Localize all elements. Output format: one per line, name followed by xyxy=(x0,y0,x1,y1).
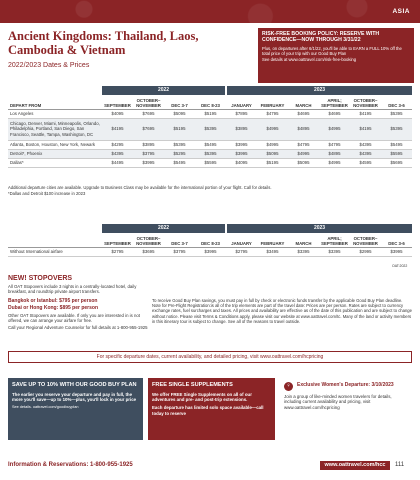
month-header: FEBRUARY xyxy=(257,95,288,109)
price-cell: $5395 xyxy=(381,118,412,140)
region-label: ASIA xyxy=(392,8,410,15)
price-cell: $4395 xyxy=(350,149,381,158)
price-cell: $3795 xyxy=(133,149,164,158)
table-row xyxy=(8,247,412,256)
month-header: JANUARY xyxy=(226,233,257,247)
womens-departure-box xyxy=(280,378,412,440)
price-cell: $3995 xyxy=(381,247,412,256)
price-cell: $4995 xyxy=(319,118,350,140)
bangkok-price: Bangkok or Istanbul: $795 per person xyxy=(8,297,98,304)
table-row xyxy=(8,140,412,149)
price-cell: $4195 xyxy=(350,109,381,118)
departure-city: Los Angeles xyxy=(8,109,102,118)
single-supplements-heading: FREE SINGLE SUPPLEMENTS xyxy=(152,382,233,388)
month-header: APRIL; SEPTEMBER xyxy=(319,233,350,247)
price-cell: $3695 xyxy=(133,247,164,256)
stopovers-intro: All OAT Stopovers include 3 nights in a centrally-located hotel, daily breakfast, and roundtrip private airport transfers. xyxy=(8,284,137,295)
promo-heading: RISK-FREE BOOKING POLICY: RESERVE WITH CONFIDENCE—NOW THROUGH 3/31/22 xyxy=(262,31,380,44)
table2-note: OAT:2022 xyxy=(392,264,408,268)
price-cell: $5195 xyxy=(195,109,226,118)
single-supplements-box xyxy=(148,378,275,440)
footer-url[interactable]: www.oattravel.com/hcc xyxy=(320,461,390,470)
price-cell: $3995 xyxy=(226,149,257,158)
price-cell: $4195 xyxy=(102,118,133,140)
price-cell: $4095 xyxy=(226,158,257,167)
price-cell: $4695 xyxy=(319,109,350,118)
price-cell: $3395 xyxy=(319,247,350,256)
month-header: OCTOBER–NOVEMBER xyxy=(350,233,381,247)
stopovers-section xyxy=(8,275,148,330)
pricing-contact-bar[interactable]: For specific departure dates, current availability, and detailed pricing, visit www.oattravel.com/hcpricing xyxy=(8,351,412,363)
price-cell: $4095 xyxy=(102,109,133,118)
womens-departure-heading: Exclusive Women's Departure: 3/10/2023 xyxy=(297,382,394,388)
month-header: JANUARY xyxy=(226,95,257,109)
price-cell: $2995 xyxy=(350,247,381,256)
departure-city: Atlanta, Boston, Houston, New York, Newark xyxy=(8,140,102,149)
departure-city: Dallas* xyxy=(8,158,102,167)
price-cell: $2795 xyxy=(226,247,257,256)
price-cell: $3495 xyxy=(257,247,288,256)
price-cell: $5395 xyxy=(164,140,195,149)
header-banner xyxy=(0,0,420,23)
page-title: Ancient Kingdoms: Thailand, Laos, Cambodia & Vietnam xyxy=(8,29,199,57)
price-cell: $5095 xyxy=(288,158,319,167)
month-header: APRIL; SEPTEMBER xyxy=(319,95,350,109)
month-header: OCTOBER–NOVEMBER xyxy=(350,95,381,109)
price-cell: $5695 xyxy=(381,158,412,167)
price-cell: $3395 xyxy=(288,247,319,256)
month-header: MARCH xyxy=(288,95,319,109)
month-header: DEC 3-7 xyxy=(164,233,195,247)
price-cell: $4395 xyxy=(350,140,381,149)
price-cell: $5095 xyxy=(257,149,288,158)
dubai-price: Dubai or Hong Kong: $895 per person xyxy=(8,304,99,311)
price-cell: $4495 xyxy=(102,158,133,167)
female-icon: ♀ xyxy=(284,382,293,391)
price-cell: $5095 xyxy=(164,109,195,118)
price-cell: $2795 xyxy=(102,247,133,256)
price-cell: $5295 xyxy=(164,149,195,158)
month-header: DEC 3-6 xyxy=(381,233,412,247)
price-cell: $4595 xyxy=(350,158,381,167)
price-cell: $3995 xyxy=(195,247,226,256)
price-cell: $4795 xyxy=(257,109,288,118)
price-cell: $3895 xyxy=(133,140,164,149)
price-cell: $5395 xyxy=(195,118,226,140)
dallas-note: *Dallas and Detroit $100 increase in 2023 xyxy=(8,191,86,196)
price-cell: $4995 xyxy=(288,149,319,158)
price-cell: $3995 xyxy=(133,158,164,167)
good-buy-link[interactable]: See details. oattravel.com/goodbuyplan xyxy=(12,405,79,410)
price-table-with-airfare xyxy=(8,86,412,168)
price-cell: $5195 xyxy=(164,118,195,140)
price-cell: $5595 xyxy=(195,158,226,167)
price-cell: $7695 xyxy=(133,118,164,140)
price-table-without-airfare xyxy=(8,224,412,257)
price-cell: $4995 xyxy=(257,118,288,140)
table-row xyxy=(8,109,412,118)
price-cell: $4995 xyxy=(257,140,288,149)
single-supplements-body: We offer FREE Single Supplements on all of our adventures and pre- and post-trip extensions. xyxy=(152,391,252,402)
single-supplements-body2: Each departure has limited solo space available—call today to reserve xyxy=(152,405,264,416)
goodbuy-fineprint: To receive Good Buy Plan savings, you must pay in full by check or electronic funds transfer by the applicable Good Buy Plan deadline. Note for Pre-Flight Registration:is all of the trip elements are part of the travel date: Prices are per person. Rates are subject to currency exchange rates, fuel surcharges and taxes. All prices and availability are effective as of the date of this publication and are subject to change without notice. Please visit Terms & Conditions apply, please visit our website at www.oattravel.com/tc. Many of the land or activity members in this itinerary tour is subject to change. See all of the reasons to travel outside. xyxy=(152,298,412,324)
price-cell: $4895 xyxy=(288,118,319,140)
table-row xyxy=(8,149,412,158)
departure-city: Without International airfare xyxy=(8,247,102,256)
price-cell: $5395 xyxy=(195,149,226,158)
price-cell: $7895 xyxy=(226,109,257,118)
womens-departure-body: Join a group of like-minded women travelers for details, including current availability and pricing, visit www.oattravel.com/hcpricing xyxy=(284,394,392,410)
price-cell: $4295 xyxy=(102,140,133,149)
price-cell: $4395 xyxy=(102,149,133,158)
price-cell: $3995 xyxy=(226,140,257,149)
month-header: MARCH xyxy=(288,233,319,247)
year-2023-header: 2023 xyxy=(226,224,412,233)
price-cell: $4995 xyxy=(319,158,350,167)
price-cell: $4895 xyxy=(319,149,350,158)
price-cell: $3895 xyxy=(226,118,257,140)
price-cell: $4795 xyxy=(319,140,350,149)
promo-body: Plus, on departures after 6/1/22, you'll be able to EARN a FULL 10% off the total price of your trip with our Good Buy Plan xyxy=(262,45,402,57)
depart-from-header: DEPART FROM xyxy=(8,95,102,109)
price-cell: $5495 xyxy=(381,140,412,149)
price-cell: $4795 xyxy=(288,140,319,149)
price-cell: $5495 xyxy=(164,158,195,167)
price-cell: $4195 xyxy=(350,118,381,140)
year-2022-header: 2022 xyxy=(102,224,226,233)
year-2022-header: 2022 xyxy=(102,86,226,95)
airfare-note: Additional departure cities are available. Upgrade to Business Class may be available for the international portion of your flight. Call for details. xyxy=(8,185,272,190)
month-header: DEC 3-6 xyxy=(381,95,412,109)
page-number: 111 xyxy=(395,462,405,468)
price-cell: $3795 xyxy=(164,247,195,256)
departure-city: Detroit*, Phoenix xyxy=(8,149,102,158)
price-cell: $4695 xyxy=(288,109,319,118)
departure-city: Chicago, Denver, Miami, Minneapolis, Orlando, Philadelphia, Portland, San Diego, San Francisco, Seattle, Tampa, Washington, DC xyxy=(8,118,102,140)
stopovers-heading: NEW! STOPOVERS xyxy=(8,275,73,282)
price-cell: $5595 xyxy=(381,149,412,158)
table-row xyxy=(8,158,412,167)
price-cell: $5195 xyxy=(257,158,288,167)
good-buy-plan-box xyxy=(8,378,143,440)
price-cell: $7695 xyxy=(133,109,164,118)
risk-free-promo xyxy=(258,28,414,83)
reservations-phone: Information & Reservations: 1-800-955-1925 xyxy=(8,462,133,468)
month-header: SEPTEMBER xyxy=(102,95,133,109)
price-cell: $5495 xyxy=(195,140,226,149)
good-buy-heading: SAVE UP TO 10% WITH OUR GOOD BUY PLAN xyxy=(12,382,137,388)
month-header: SEPTEMBER xyxy=(102,233,133,247)
good-buy-body: The earlier you reserve your departure and pay in full, the more you'll save—up to 10%—plus, you'll lock in your price xyxy=(12,391,137,402)
year-2023-header: 2023 xyxy=(226,86,412,95)
month-header: DEC 8-23 xyxy=(195,233,226,247)
price-cell: $5395 xyxy=(381,109,412,118)
stopovers-other: Other OAT Stopovers are available. If only you are interested in is not offered, we can arrange your airfare for free. xyxy=(8,312,140,323)
month-header: DEC 8-23 xyxy=(195,95,226,109)
stopovers-call: Call your Regional Adventure Counselor for full details at 1-800-955-1925 xyxy=(8,325,148,331)
month-header: OCTOBER–NOVEMBER xyxy=(133,233,164,247)
month-header: DEC 3-7 xyxy=(164,95,195,109)
month-header: OCTOBER–NOVEMBER xyxy=(133,95,164,109)
promo-link[interactable]: See details at www.oattravel.com/risk-free-booking xyxy=(262,57,357,63)
month-header: FEBRUARY xyxy=(257,233,288,247)
page-subtitle: 2022/2023 Dates & Prices xyxy=(8,62,90,69)
table-row xyxy=(8,118,412,140)
